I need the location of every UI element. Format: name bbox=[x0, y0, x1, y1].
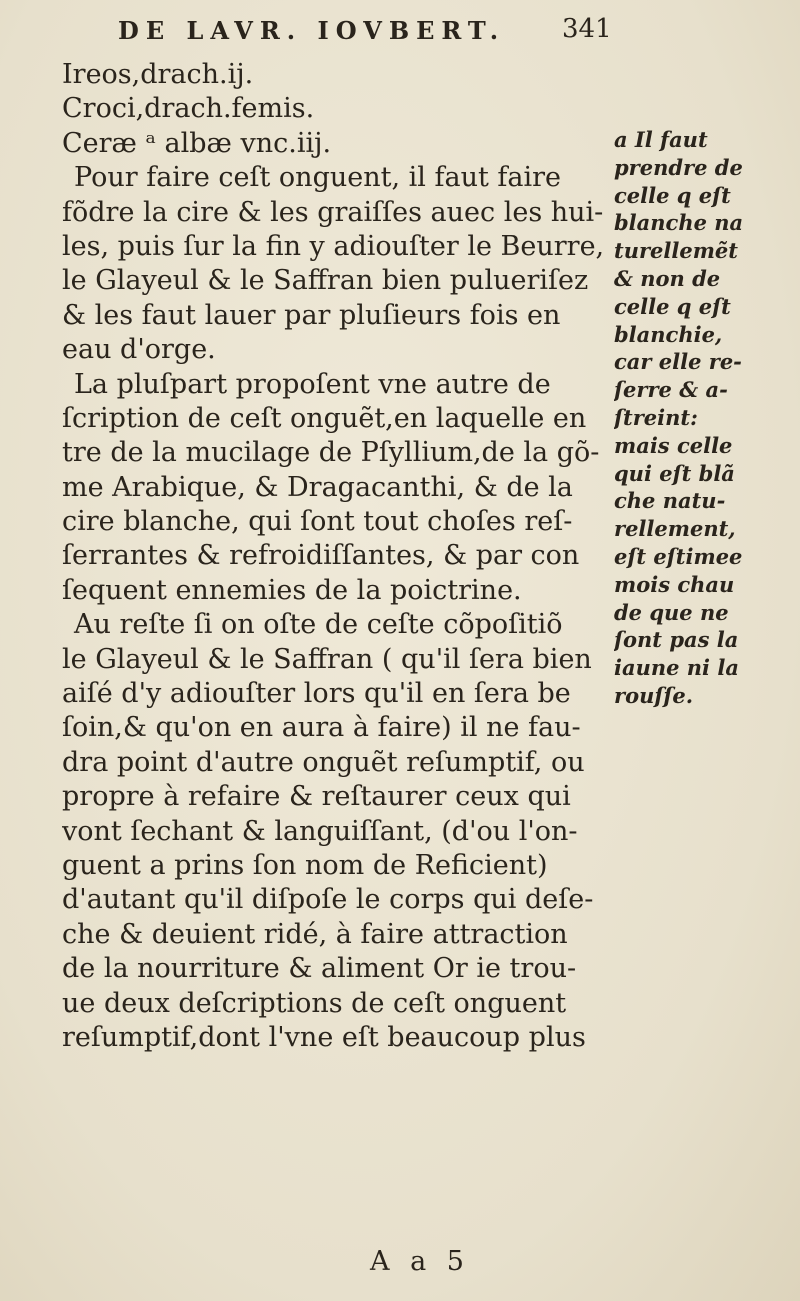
margin-note-line: rellement, bbox=[614, 516, 736, 542]
margin-note-line: eſt eſtimee bbox=[614, 543, 743, 569]
margin-note-line: turellemẽt bbox=[614, 238, 738, 264]
text-line: fõdre la cire & les graiſſes auec les hui- bbox=[62, 196, 604, 228]
margin-note-line: prendre de bbox=[614, 154, 743, 180]
running-head bbox=[0, 14, 800, 54]
text-line: le Glayeul & le Saffran ( qu'il ſera bien bbox=[62, 643, 592, 675]
margin-note-line: rouſſe. bbox=[614, 682, 694, 708]
text-line: & les faut lauer par pluſieurs fois en bbox=[62, 299, 561, 331]
text-line: reſumptif,dont l'vne eſt beaucoup plus bbox=[62, 1021, 586, 1053]
margin-note-line: mois chau bbox=[614, 571, 735, 597]
signature-mark: A a 5 bbox=[370, 1246, 470, 1277]
page-footer bbox=[0, 1246, 800, 1286]
margin-note-line: blanche na bbox=[614, 210, 744, 236]
margin-note-line: celle q eſt bbox=[614, 182, 731, 208]
text-line: eau d'orge. bbox=[62, 334, 216, 366]
text-line: vont ſechant & languiſſant, (d'ou l'on- bbox=[62, 815, 578, 847]
main-text-column bbox=[62, 58, 637, 1055]
margin-note-line: mais celle bbox=[614, 432, 733, 458]
text-line: Ceræ ᵃ albæ vnc.iij. bbox=[62, 127, 332, 159]
margin-note-line: ſont pas la bbox=[614, 627, 739, 653]
text-line: ſoin,& qu'on en aura à faire) il ne fau- bbox=[62, 712, 581, 744]
margin-note-line: iaune ni la bbox=[614, 655, 739, 681]
text-line: de la nourriture & aliment Or ie trou- bbox=[62, 953, 577, 985]
text-line: Au reſte ſi on oſte de ceſte cõpoſitiõ bbox=[74, 609, 563, 641]
text-line: ſcription de ceſt onguẽt,en laquelle en bbox=[62, 402, 587, 434]
text-line: les, puis ſur la fin y adiouſter le Beurre, bbox=[62, 230, 605, 262]
running-head-title: DE LAVR. IOVBERT. bbox=[118, 16, 506, 45]
text-line: Pour faire ceſt onguent, il faut faire bbox=[74, 162, 562, 194]
text-line: Croci,drach.femis. bbox=[62, 93, 315, 125]
margin-note-line: qui eſt blã bbox=[614, 460, 735, 486]
text-line: ſerrantes & refroidiſſantes, & par con bbox=[62, 540, 580, 572]
text-line: La pluſpart propoſent vne autre de bbox=[74, 368, 551, 400]
margin-note-line: celle q eſt bbox=[614, 293, 731, 319]
text-line: d'autant qu'il diſpoſe le corps qui deſe- bbox=[62, 884, 594, 916]
page-number: 341 bbox=[562, 14, 612, 44]
text-line: le Glayeul & le Saffran bien pulueriſez bbox=[62, 265, 589, 297]
margin-note-line: de que ne bbox=[614, 599, 729, 625]
margin-note-line: a Il faut bbox=[614, 127, 708, 152]
margin-note-line: & non de bbox=[614, 265, 721, 291]
text-line: propre à refaire & reſtaurer ceux qui bbox=[62, 781, 571, 813]
text-line: me Arabique, & Dragacanthi, & de la bbox=[62, 471, 573, 503]
text-line: ue deux deſcriptions de ceſt onguent bbox=[62, 987, 567, 1019]
margin-note-line: ſtreint: bbox=[614, 404, 698, 430]
marginal-note bbox=[614, 126, 794, 710]
text-line: guent a prins ſon nom de Reficient) bbox=[62, 849, 548, 881]
margin-note-line: blanchie, bbox=[614, 321, 723, 347]
text-line: che & deuient ridé, à faire attraction bbox=[62, 918, 568, 950]
text-line: Ireos,drach.ij. bbox=[62, 59, 254, 90]
text-line: dra point d'autre onguẽt reſumptif, ou bbox=[62, 746, 585, 778]
margin-note-line: car elle re- bbox=[614, 349, 742, 375]
margin-note-line: ſerre & a- bbox=[614, 377, 728, 403]
text-line: cire blanche, qui ſont tout choſes reſ- bbox=[62, 506, 573, 538]
text-line: tre de la mucilage de Pſyllium,de la gõ- bbox=[62, 437, 600, 469]
text-line: aiſé d'y adiouſter lors qu'il en ſera be bbox=[62, 678, 571, 710]
margin-note-line: che natu- bbox=[614, 488, 726, 514]
text-line: ſequent ennemies de la poictrine. bbox=[62, 574, 522, 606]
